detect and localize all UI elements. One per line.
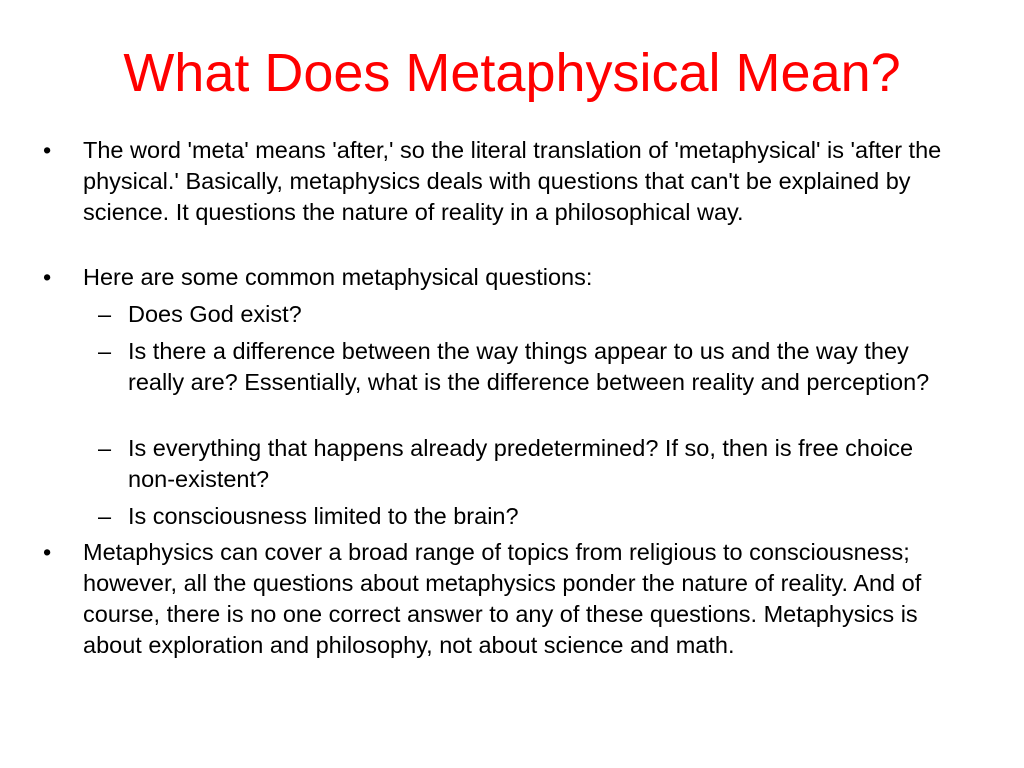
bullet-item: [43, 135, 963, 228]
bullet-item: [43, 537, 923, 661]
bullet-icon: •: [43, 539, 52, 565]
bullet-item: [43, 262, 963, 293]
sub-text: Is everything that happens already predetermined? If so, then is free choice non-existent?: [128, 435, 914, 492]
sub-item: [98, 336, 968, 398]
bullet-icon: •: [43, 137, 52, 163]
sub-item: [98, 299, 968, 330]
bullet-text: Metaphysics can cover a broad range of topics from religious to consciousness; however, all the questions about metaphysics ponder the nature of reality. And of course, there is no one correct answer to any of these questions. Metaphysics is about exploration and philosophy, not about science and math.: [83, 539, 922, 658]
sub-text: Does God exist?: [128, 301, 302, 327]
sub-text: Is there a difference between the way things appear to us and the way they really are? Essentially, what is the difference between reality and perception?: [128, 338, 930, 395]
bullet-icon: •: [43, 264, 52, 290]
bullet-text: Here are some common metaphysical questions:: [83, 264, 593, 290]
dash-icon: –: [98, 503, 112, 529]
dash-icon: –: [98, 338, 112, 364]
sub-item: [98, 433, 928, 495]
sub-item: [98, 501, 968, 532]
bullet-text: The word 'meta' means 'after,' so the literal translation of 'metaphysical' is 'after the physical.' Basically, metaphysics deals with questions that can't be explained by science. It questions the nature of reality in a philosophical way.: [83, 137, 942, 225]
dash-icon: –: [98, 435, 112, 461]
sub-text: Is consciousness limited to the brain?: [128, 503, 519, 529]
slide-title: What Does Metaphysical Mean?: [123, 43, 901, 103]
dash-icon: –: [98, 301, 112, 327]
